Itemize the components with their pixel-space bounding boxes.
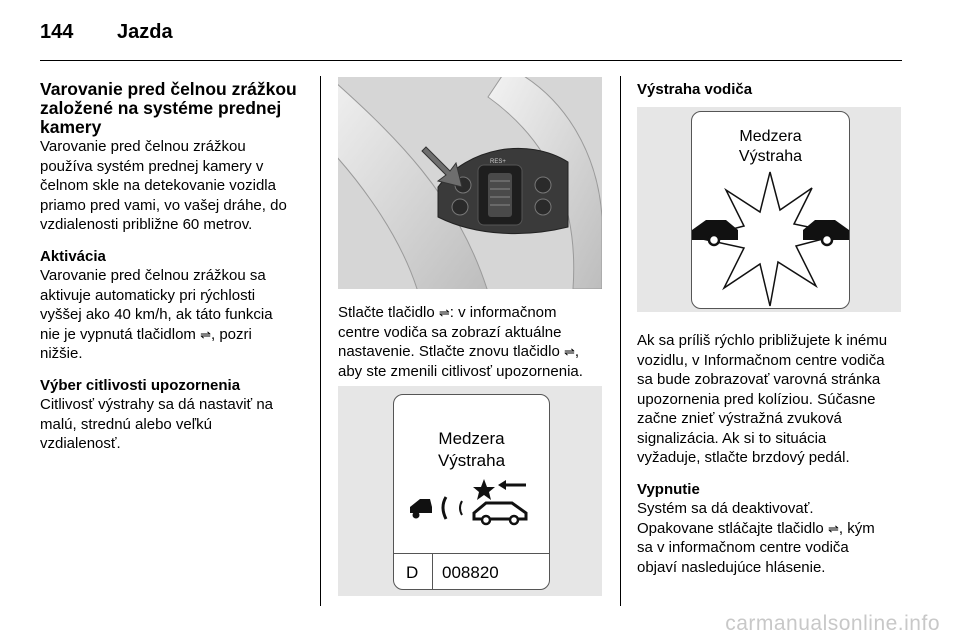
display-line-1: Medzera xyxy=(438,429,505,448)
collision-alert-button-icon: ⇌ xyxy=(438,305,450,320)
text-line: aby ste zmenili citlivosť upozornenia. xyxy=(338,362,583,380)
text-line: čelnom skle na detekovanie vozidla xyxy=(40,177,276,194)
text-line: malú, strednú alebo veľkú xyxy=(40,415,212,433)
activation-paragraph xyxy=(40,266,310,364)
text-line: vzdialenosť. xyxy=(40,435,121,452)
deactivation-heading: Vypnutie xyxy=(637,480,700,498)
section-title-line: kamery xyxy=(40,117,102,137)
text-line: sa bude zobrazovať varovná stránka xyxy=(637,371,881,388)
text-line: Systém sa dá deaktivovať. xyxy=(637,500,814,517)
text-line: Stlačte tlačidlo ⇌: v informačnom xyxy=(338,304,557,321)
deactivation-paragraph xyxy=(637,499,912,577)
section-title-line: založené na systéme prednej xyxy=(40,98,282,118)
display-panel xyxy=(393,394,550,590)
column-1 xyxy=(40,80,310,466)
collision-alert-button-icon: ⇌ xyxy=(200,326,211,342)
activation-heading: Aktivácia xyxy=(40,247,106,265)
display-footer-rule xyxy=(394,553,549,554)
sensitivity-heading: Výber citlivosti upozornenia xyxy=(40,376,241,394)
collision-warning-figure xyxy=(637,107,901,312)
text-line: vyššej ako 40 km/h, ak táto funkcia xyxy=(40,306,273,323)
text-line: Varovanie pred čelnou zrážkou sa xyxy=(40,267,266,284)
text-line: Ak sa príliš rýchlo približujete k inému xyxy=(637,332,888,349)
warning-display-line-1: Medzera xyxy=(739,128,802,145)
column-3-top xyxy=(637,80,907,100)
watermark: carmanualsonline.info xyxy=(725,612,940,635)
collision-star-icon xyxy=(692,168,849,308)
display-line-2: Výstraha xyxy=(437,451,506,470)
text-line: vozidlu, v Informačnom centre vodiča xyxy=(637,351,885,369)
warning-display-panel xyxy=(691,111,850,309)
text-line: objaví nasledujúce hlásenie. xyxy=(637,558,826,576)
header-rule xyxy=(40,60,902,61)
text-line: upozornenia pred kolíziou. Súčasne xyxy=(637,390,876,408)
text-line: nie je vypnutá tlačidlom ⇌, pozri xyxy=(40,325,252,343)
sensitivity-display-figure xyxy=(338,386,602,596)
text-line: vzdialenosti približne 60 metrov. xyxy=(40,216,253,233)
text-line: začne znieť výstražná zvuková xyxy=(637,410,842,427)
section-title xyxy=(40,80,310,137)
text-line: Varovanie pred čelnou zrážkou xyxy=(40,138,246,155)
display-code-number: 008820 xyxy=(442,563,499,582)
column-3-text xyxy=(637,331,912,589)
column-divider-2 xyxy=(620,76,621,606)
display-code-letter: D xyxy=(406,563,419,582)
text-line: Opakovane stláčajte tlačidlo ⇌, kým xyxy=(637,519,875,537)
sensitivity-paragraph xyxy=(40,395,310,454)
collision-alert-button-icon: ⇌ xyxy=(827,520,839,536)
steering-wheel-figure xyxy=(338,77,602,289)
warning-display-line-2: Výstraha xyxy=(738,148,803,165)
text-line: používa systém prednej kamery v xyxy=(40,157,264,175)
chapter-title: Jazda xyxy=(117,21,173,43)
warning-paragraph xyxy=(637,331,912,468)
text-line: signalizácia. Ak si to situácia xyxy=(637,429,827,447)
text-line: Citlivosť výstrahy sa dá nastaviť na xyxy=(40,396,274,413)
wheel-res-label: RES+ xyxy=(490,159,506,165)
text-line: vyžaduje, stlačte brzdový pedál. xyxy=(637,449,850,466)
text-line: sa v informačnom centre vodiča xyxy=(637,539,849,556)
steering-wheel-illustration xyxy=(338,77,602,289)
column-2-text xyxy=(338,303,613,393)
text-line: aktivuje automaticky pri rýchlosti xyxy=(40,286,256,304)
text-line: nižšie. xyxy=(40,345,83,362)
collision-alert-button-icon: ⇌ xyxy=(563,344,575,359)
column-divider-1 xyxy=(320,76,321,606)
page-number: 144 xyxy=(40,21,74,43)
press-button-paragraph xyxy=(338,303,613,381)
display-footer-divider xyxy=(432,553,433,589)
gap-icon xyxy=(394,475,549,535)
text-line: priamo pred vami, vo vašej dráhe, do xyxy=(40,196,287,214)
text-line: centre vodiča sa zobrazí aktuálne xyxy=(338,323,562,341)
driver-warning-heading: Výstraha vodiča xyxy=(637,81,753,98)
intro-paragraph xyxy=(40,137,310,235)
text-line: nastavenie. Stlačte znovu tlačidlo ⇌, xyxy=(338,343,580,360)
section-title-line: Varovanie pred čelnou zrážkou xyxy=(40,79,297,99)
